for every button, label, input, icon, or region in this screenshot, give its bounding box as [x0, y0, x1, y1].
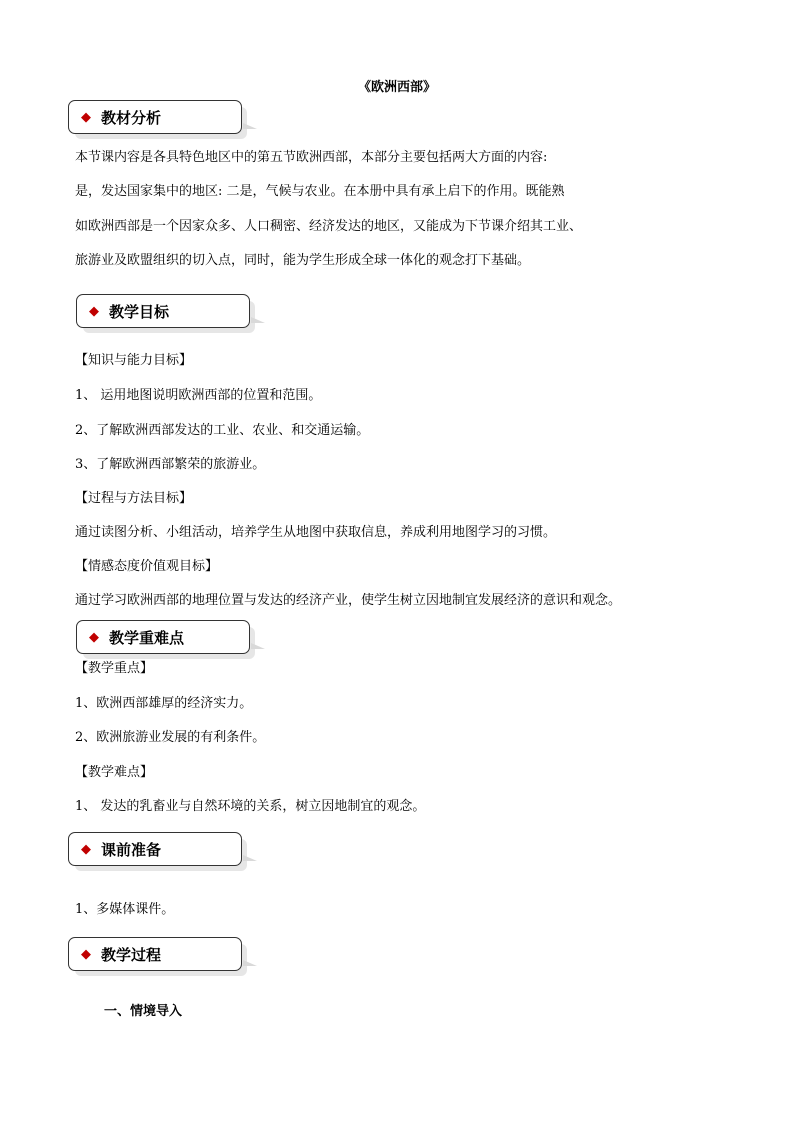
section-title: 课前准备 — [101, 840, 162, 859]
emotion-text: 通过学习欧洲西部的地理位置与发达的经济产业，使学生树立因地制宜发展经济的意识和观念。 — [75, 593, 622, 608]
knowledge-item-1: 1、 运用地图说明欧洲西部的位置和范围。 — [75, 388, 322, 403]
difficulty-text: 1、 发达的乳畜业与自然环境的关系，树立因地制宜的观念。 — [75, 799, 426, 814]
focus-heading: 【教学重点】 — [75, 661, 154, 676]
focus-item-2: 2、欧洲旅游业发展的有利条件。 — [75, 730, 266, 745]
knowledge-heading: 【知识与能力目标】 — [75, 353, 193, 368]
section-header-objectives — [76, 294, 250, 328]
diamond-bullet-icon: ◆ — [89, 629, 99, 645]
section-header-key-points — [76, 620, 250, 654]
knowledge-item-3: 3、了解欧洲西部繁荣的旅游业。 — [75, 457, 266, 472]
focus-item-1: 1、欧洲西部雄厚的经济实力。 — [75, 696, 253, 711]
process-step-heading: 一、情境导入 — [104, 1004, 183, 1019]
difficulty-heading: 【教学难点】 — [75, 765, 154, 780]
emotion-heading: 【情感态度价值观目标】 — [75, 559, 219, 574]
knowledge-item-2: 2、了解欧洲西部发达的工业、农业、和交通运输。 — [75, 423, 370, 438]
process-text: 通过读图分析、小组活动，培养学生从地图中获取信息，养成利用地图学习的习惯。 — [75, 525, 557, 540]
process-heading: 【过程与方法目标】 — [75, 491, 193, 506]
section-title: 教学过程 — [101, 945, 162, 964]
preparation-item: 1、多媒体课件。 — [75, 902, 175, 917]
analysis-line-1: 本节课内容是各具特色地区中的第五节欧洲西部，本部分主要包括两大方面的内容: — [75, 150, 548, 165]
diamond-bullet-icon: ◆ — [81, 109, 91, 125]
analysis-line-4: 旅游业及欧盟组织的切入点，同时，能为学生形成全球一体化的观念打下基础。 — [75, 253, 531, 268]
diamond-bullet-icon: ◆ — [81, 841, 91, 857]
diamond-bullet-icon: ◆ — [89, 303, 99, 319]
section-title: 教学目标 — [109, 302, 170, 321]
analysis-line-2: 是，发达国家集中的地区: 二是，气候与农业。在本册中具有承上启下的作用。既能熟 — [75, 184, 565, 199]
section-header-teaching-process — [68, 937, 242, 971]
section-title: 教材分析 — [101, 108, 162, 127]
analysis-line-3: 如欧洲西部是一个因家众多、人口稠密、经济发达的地区，又能成为下节课介绍其工业、 — [75, 219, 583, 234]
section-header-preparation — [68, 832, 242, 866]
diamond-bullet-icon: ◆ — [81, 946, 91, 962]
section-title: 教学重难点 — [109, 628, 185, 647]
section-header-analysis — [68, 100, 242, 134]
document-title: 《欧洲西部》 — [357, 80, 436, 95]
